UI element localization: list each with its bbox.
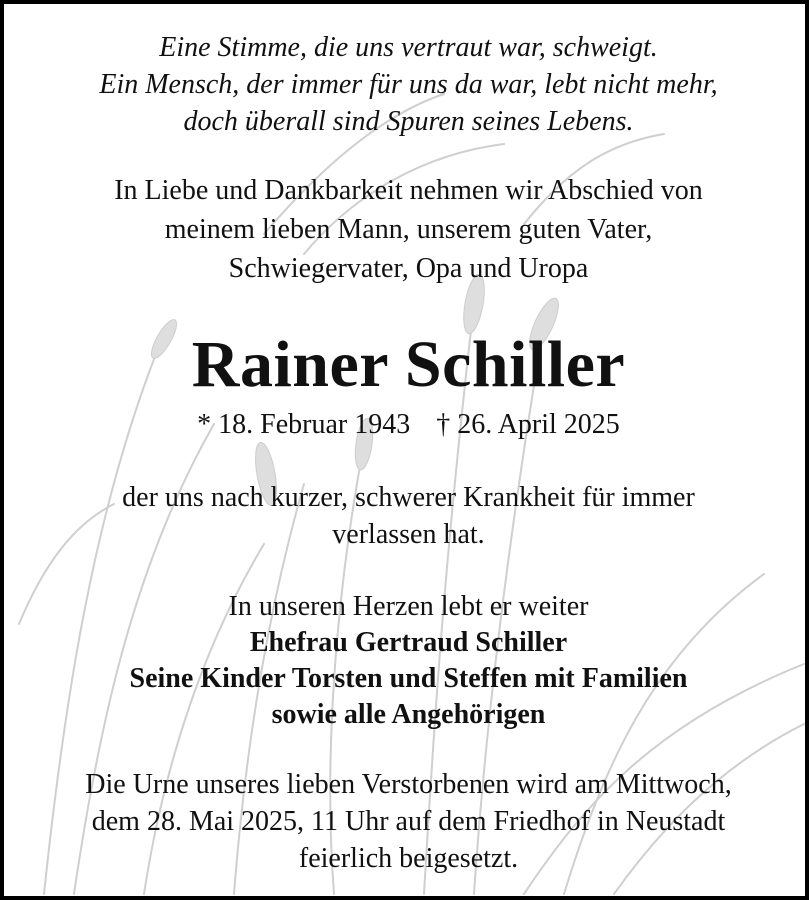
funeral-line-3: feierlich beigesetzt.	[298, 843, 519, 874]
deceased-name: Rainer Schiller	[191, 328, 626, 401]
death-date: † 26. April 2025	[436, 409, 620, 440]
birth-date: * 18. Februar 1943	[197, 409, 411, 440]
intro-line-3: Schwiegervater, Opa und Uropa	[228, 253, 589, 284]
mourner-name-1: Ehefrau Gertraud Schiller	[249, 627, 568, 658]
intro-line-2: meinem lieben Mann, unserem guten Vater,	[164, 214, 653, 245]
mourner-name-3: sowie alle Angehörigen	[271, 699, 546, 730]
intro-line-1: In Liebe und Dankbarkeit nehmen wir Abschied von	[114, 175, 703, 206]
mourners-lead: In unseren Herzen lebt er weiter	[228, 591, 589, 622]
obituary-content	[4, 4, 809, 900]
passing-line-2: verlassen hat.	[332, 519, 485, 550]
poem-line-1: Eine Stimme, die uns vertraut war, schweigt.	[159, 32, 658, 63]
poem-line-3: doch überall sind Spuren seines Lebens.	[183, 106, 634, 137]
poem-line-2: Ein Mensch, der immer für uns da war, lebt nicht mehr,	[99, 69, 718, 100]
funeral-line-1: Die Urne unseres lieben Verstorbenen wird am Mittwoch,	[85, 769, 732, 800]
mourner-name-2: Seine Kinder Torsten und Steffen mit Familien	[129, 663, 688, 694]
funeral-line-2: dem 28. Mai 2025, 11 Uhr auf dem Friedhof in Neustadt	[91, 806, 726, 837]
passing-line-1: der uns nach kurzer, schwerer Krankheit für immer	[122, 482, 695, 513]
life-dates	[4, 409, 809, 441]
